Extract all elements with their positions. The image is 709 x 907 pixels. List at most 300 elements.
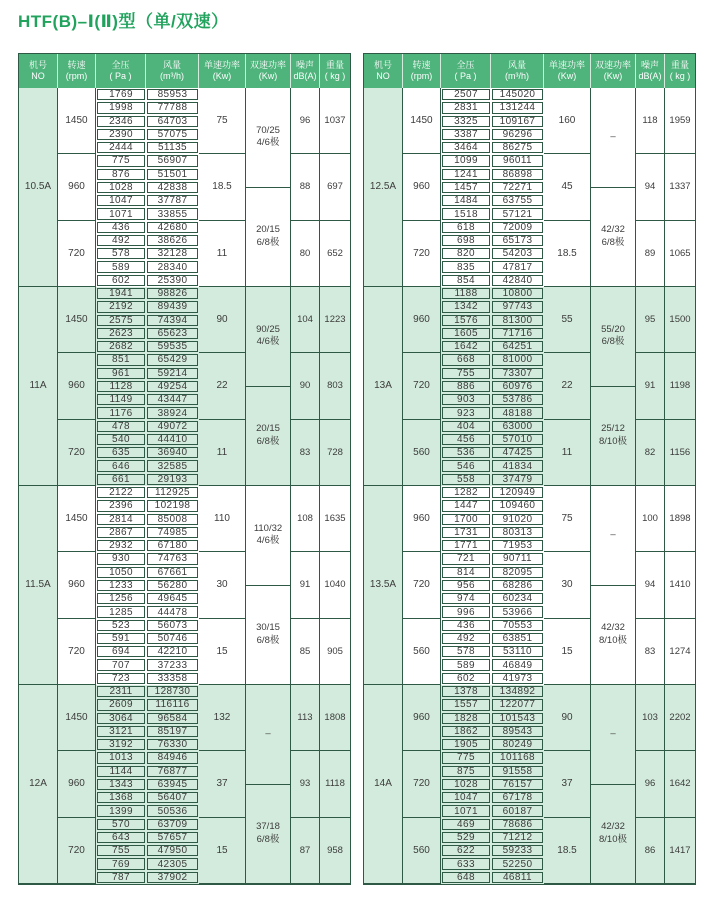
pressure-cell: 436 — [97, 222, 145, 233]
pressure-cell: 1769 — [97, 89, 145, 100]
pressure-cell: 646 — [97, 460, 145, 471]
flow-cell: 50746 — [147, 633, 198, 644]
pressure-cell: 523 — [97, 620, 145, 631]
weight-cell: 803 — [320, 353, 350, 419]
header-cell-weight — [665, 54, 695, 88]
rpm-cell: 1450 — [58, 685, 96, 751]
flow-cell: 85008 — [147, 514, 198, 525]
pressure-cell: 602 — [97, 275, 145, 286]
weight-cell: 1274 — [665, 619, 695, 685]
table-header — [364, 54, 695, 88]
pressure-cell: 536 — [442, 447, 490, 458]
pressure-cell: 478 — [97, 421, 145, 432]
dual-speed-text: – — [610, 131, 616, 143]
rpm-cell: 960 — [58, 552, 96, 618]
flow-cell: 76330 — [147, 739, 198, 750]
pressure-cell: 723 — [97, 673, 145, 684]
header-line1: 风量 — [162, 59, 181, 70]
pressure-cell: 721 — [442, 553, 490, 564]
flow-cell: 71953 — [492, 540, 543, 551]
rpm-cell: 720 — [58, 420, 96, 486]
dual-speed-text: – — [610, 728, 616, 740]
page-title: HTF(B)–Ⅰ(Ⅱ)型（单/双速） — [18, 12, 229, 31]
header-cell-flow — [146, 54, 199, 88]
model-cell: 13.5A — [364, 486, 403, 685]
pressure-cell: 2623 — [97, 328, 145, 339]
dual-speed-top — [591, 685, 635, 785]
pressure-cell: 930 — [97, 553, 145, 564]
flow-cell: 41834 — [492, 460, 543, 471]
flow-cell: 42305 — [147, 858, 198, 869]
pressure-cell: 529 — [442, 832, 490, 843]
pressure-cell: 996 — [442, 606, 490, 617]
pressure-cell: 1368 — [97, 792, 145, 803]
pressure-cell: 1282 — [442, 487, 490, 498]
single-speed-power-cell: 15 — [199, 619, 246, 685]
pressure-cell: 589 — [97, 261, 145, 272]
pressure-cell: 1071 — [97, 208, 145, 219]
noise-cell: 88 — [291, 154, 320, 220]
header-line2: (rpm) — [65, 71, 88, 81]
flow-cell: 64703 — [147, 116, 198, 127]
header-line1: 重量 — [670, 59, 689, 70]
noise-cell: 113 — [291, 685, 320, 751]
flow-cell: 85197 — [147, 726, 198, 737]
header-cell-rpm — [58, 54, 96, 88]
flow-cell: 42840 — [492, 275, 543, 286]
header-line2: ( kg ) — [669, 71, 691, 81]
rpm-cell: 1450 — [58, 88, 96, 154]
dual-speed-text: 6/8极 — [601, 336, 625, 348]
section-12.5A — [364, 88, 695, 287]
flow-cell: 47425 — [492, 447, 543, 458]
dual-speed-text: 6/8极 — [256, 236, 280, 248]
noise-cell: 93 — [291, 751, 320, 817]
pressure-cell: 1233 — [97, 580, 145, 591]
dual-speed-bottom — [591, 785, 635, 884]
pressure-cell: 1342 — [442, 301, 490, 312]
noise-cell: 94 — [636, 154, 665, 220]
flow-cell: 74985 — [147, 527, 198, 538]
dual-speed-text: 4/6极 — [256, 535, 280, 547]
flow-cell: 112925 — [147, 487, 198, 498]
pressure-cell: 2609 — [97, 699, 145, 710]
weight-cell: 1500 — [665, 287, 695, 353]
flow-cell: 64251 — [492, 341, 543, 352]
pressure-cell: 875 — [442, 766, 490, 777]
dual-speed-top — [591, 88, 635, 188]
pressure-cell: 404 — [442, 421, 490, 432]
flow-cell: 65623 — [147, 328, 198, 339]
noise-cell: 85 — [291, 619, 320, 685]
pressure-cell: 2396 — [97, 500, 145, 511]
flow-cell: 53110 — [492, 646, 543, 657]
header-line1: 噪声 — [640, 59, 659, 70]
spec-table-left — [18, 53, 351, 885]
rpm-cell: 960 — [403, 154, 441, 220]
dual-speed-text: 8/10极 — [599, 833, 627, 845]
flow-cell: 42210 — [147, 646, 198, 657]
pressure-cell: 923 — [442, 407, 490, 418]
pressure-cell: 1050 — [97, 567, 145, 578]
noise-cell: 83 — [636, 619, 665, 685]
flow-cell: 109167 — [492, 116, 543, 127]
flow-cell: 86898 — [492, 169, 543, 180]
section-12A — [19, 685, 350, 884]
dual-speed-text: 70/25 — [256, 124, 280, 136]
flow-cell: 67180 — [147, 540, 198, 551]
pressure-cell: 589 — [442, 659, 490, 670]
weight-cell: 1065 — [665, 221, 695, 287]
pressure-cell: 2311 — [97, 686, 145, 697]
single-speed-power-cell: 90 — [199, 287, 246, 353]
dual-speed-power-cell — [246, 287, 291, 486]
weight-cell: 1118 — [320, 751, 350, 817]
pressure-cell: 1700 — [442, 514, 490, 525]
flow-cell: 76877 — [147, 766, 198, 777]
flow-cell: 56407 — [147, 792, 198, 803]
flow-cell: 47817 — [492, 261, 543, 272]
dual-speed-text: 90/25 — [256, 323, 280, 335]
noise-cell: 80 — [291, 221, 320, 287]
pressure-cell: 2122 — [97, 487, 145, 498]
flow-cell: 91020 — [492, 514, 543, 525]
weight-cell: 1898 — [665, 486, 695, 552]
header-line1: 重量 — [325, 59, 344, 70]
pressure-cell: 578 — [97, 248, 145, 259]
pressure-cell: 1241 — [442, 169, 490, 180]
flow-cell: 116116 — [147, 699, 198, 710]
rpm-cell: 560 — [403, 818, 441, 884]
flow-cell: 46811 — [492, 872, 543, 883]
pressure-cell: 540 — [97, 434, 145, 445]
noise-cell: 91 — [291, 552, 320, 618]
dual-speed-text: – — [265, 728, 271, 740]
table-header — [19, 54, 350, 88]
flow-cell: 74394 — [147, 315, 198, 326]
single-speed-power-cell: 18.5 — [199, 154, 246, 220]
pressure-cell: 1013 — [97, 752, 145, 763]
single-speed-power-cell: 30 — [544, 552, 591, 618]
model-cell: 14A — [364, 685, 403, 884]
noise-cell: 96 — [636, 751, 665, 817]
dual-speed-top — [591, 287, 635, 387]
weight-cell: 1337 — [665, 154, 695, 220]
header-line2: ( Pa ) — [109, 71, 132, 81]
spec-table-right — [363, 53, 696, 885]
header-line2: NO — [376, 71, 390, 81]
flow-cell: 33358 — [147, 673, 198, 684]
header-line2: (Kw) — [212, 71, 232, 81]
header-cell-noise — [636, 54, 665, 88]
flow-cell: 101168 — [492, 752, 543, 763]
pressure-cell: 2444 — [97, 142, 145, 153]
header-cell-weight — [320, 54, 350, 88]
pressure-cell: 456 — [442, 434, 490, 445]
weight-cell: 728 — [320, 420, 350, 486]
flow-cell: 96584 — [147, 713, 198, 724]
dual-speed-bottom — [246, 586, 290, 685]
dual-speed-top — [246, 486, 290, 586]
flow-cell: 63851 — [492, 633, 543, 644]
model-cell: 10.5A — [19, 88, 58, 287]
single-speed-power-cell: 15 — [199, 818, 246, 884]
header-line1: 双速功率 — [249, 59, 286, 70]
dual-speed-text: 8/10极 — [599, 634, 627, 646]
pressure-cell: 1285 — [97, 606, 145, 617]
flow-cell: 49645 — [147, 593, 198, 604]
flow-cell: 145020 — [492, 89, 543, 100]
noise-cell: 90 — [291, 353, 320, 419]
flow-cell: 37479 — [492, 474, 543, 485]
pressure-cell: 591 — [97, 633, 145, 644]
flow-cell: 28340 — [147, 261, 198, 272]
dual-speed-top — [246, 685, 290, 785]
pressure-cell: 698 — [442, 235, 490, 246]
noise-cell: 83 — [291, 420, 320, 486]
header-line2: dB(A) — [638, 71, 662, 81]
header-line2: ( kg ) — [324, 71, 346, 81]
flow-cell: 56073 — [147, 620, 198, 631]
pressure-cell: 668 — [442, 354, 490, 365]
pressure-cell: 1731 — [442, 527, 490, 538]
header-line2: NO — [31, 71, 45, 81]
pressure-cell: 1028 — [442, 779, 490, 790]
weight-cell: 1417 — [665, 818, 695, 884]
flow-cell: 48188 — [492, 407, 543, 418]
header-line2: (Kw) — [603, 71, 623, 81]
weight-cell: 1223 — [320, 287, 350, 353]
pressure-cell: 2507 — [442, 89, 490, 100]
header-line2: dB(A) — [293, 71, 317, 81]
dual-speed-power-cell — [591, 287, 636, 486]
weight-cell: 1959 — [665, 88, 695, 154]
header-line1: 全压 — [111, 59, 130, 70]
model-cell: 13A — [364, 287, 403, 486]
flow-cell: 134892 — [492, 686, 543, 697]
flow-cell: 50536 — [147, 805, 198, 816]
dual-speed-text: 6/8极 — [256, 833, 280, 845]
flow-cell: 96296 — [492, 129, 543, 140]
pressure-cell: 546 — [442, 460, 490, 471]
pressure-cell: 903 — [442, 394, 490, 405]
header-line1: 单速功率 — [548, 59, 585, 70]
pressure-cell: 1343 — [97, 779, 145, 790]
header-cell-noise — [291, 54, 320, 88]
rpm-cell: 560 — [403, 420, 441, 486]
header-line1: 机号 — [373, 59, 392, 70]
pressure-cell: 3325 — [442, 116, 490, 127]
pressure-cell: 469 — [442, 819, 490, 830]
flow-cell: 53966 — [492, 606, 543, 617]
flow-cell: 38924 — [147, 407, 198, 418]
pressure-cell: 1862 — [442, 726, 490, 737]
flow-cell: 53786 — [492, 394, 543, 405]
dual-speed-text: 8/10极 — [599, 435, 627, 447]
pressure-cell: 2192 — [97, 301, 145, 312]
dual-speed-text: 6/8极 — [256, 634, 280, 646]
single-speed-power-cell: 22 — [199, 353, 246, 419]
single-speed-power-cell: 75 — [199, 88, 246, 154]
pressure-cell: 648 — [442, 872, 490, 883]
rpm-cell: 720 — [58, 619, 96, 685]
flow-cell: 71212 — [492, 832, 543, 843]
pressure-cell: 1176 — [97, 407, 145, 418]
flow-cell: 76157 — [492, 779, 543, 790]
header-line1: 全压 — [456, 59, 475, 70]
pressure-cell: 1771 — [442, 540, 490, 551]
rpm-cell: 1450 — [58, 287, 96, 353]
single-speed-power-cell: 11 — [199, 420, 246, 486]
weight-cell: 1198 — [665, 353, 695, 419]
dual-speed-text: 30/15 — [256, 622, 280, 634]
single-speed-power-cell: 22 — [544, 353, 591, 419]
header-cell-model — [19, 54, 58, 88]
flow-cell: 51135 — [147, 142, 198, 153]
weight-cell: 1808 — [320, 685, 350, 751]
header-cell-rpm — [403, 54, 441, 88]
rpm-cell: 1450 — [58, 486, 96, 552]
flow-cell: 67661 — [147, 567, 198, 578]
header-line1: 机号 — [28, 59, 47, 70]
rpm-cell: 720 — [403, 353, 441, 419]
header-cell-power-single — [199, 54, 246, 88]
pressure-cell: 1399 — [97, 805, 145, 816]
flow-cell: 37233 — [147, 659, 198, 670]
header-cell-model — [364, 54, 403, 88]
flow-cell: 57075 — [147, 129, 198, 140]
weight-cell: 1037 — [320, 88, 350, 154]
flow-cell: 80249 — [492, 739, 543, 750]
pressure-cell: 2867 — [97, 527, 145, 538]
flow-cell: 80313 — [492, 527, 543, 538]
flow-cell: 29193 — [147, 474, 198, 485]
dual-speed-bottom — [246, 387, 290, 486]
dual-speed-text: 25/12 — [601, 423, 625, 435]
single-speed-power-cell: 15 — [544, 619, 591, 685]
pressure-cell: 835 — [442, 261, 490, 272]
section-14A — [364, 685, 695, 884]
single-speed-power-cell: 30 — [199, 552, 246, 618]
flow-cell: 68286 — [492, 580, 543, 591]
single-speed-power-cell: 45 — [544, 154, 591, 220]
flow-cell: 25390 — [147, 275, 198, 286]
weight-cell: 1635 — [320, 486, 350, 552]
dual-speed-power-cell — [591, 486, 636, 685]
pressure-cell: 1605 — [442, 328, 490, 339]
dual-speed-bottom — [246, 188, 290, 287]
flow-cell: 63755 — [492, 195, 543, 206]
pressure-cell: 2346 — [97, 116, 145, 127]
header-line1: 风量 — [507, 59, 526, 70]
flow-cell: 49254 — [147, 381, 198, 392]
flow-cell: 51501 — [147, 169, 198, 180]
dual-speed-top — [246, 88, 290, 188]
pressure-cell: 1941 — [97, 288, 145, 299]
dual-speed-bottom — [246, 785, 290, 884]
dual-speed-power-cell — [246, 88, 291, 287]
single-speed-power-cell: 110 — [199, 486, 246, 552]
flow-cell: 89543 — [492, 726, 543, 737]
pressure-cell: 1099 — [442, 155, 490, 166]
noise-cell: 108 — [291, 486, 320, 552]
noise-cell: 91 — [636, 353, 665, 419]
flow-cell: 32585 — [147, 460, 198, 471]
pressure-cell: 2831 — [442, 102, 490, 113]
header-cell-power-single — [544, 54, 591, 88]
flow-cell: 65429 — [147, 354, 198, 365]
flow-cell: 52250 — [492, 858, 543, 869]
header-line2: (rpm) — [410, 71, 433, 81]
flow-cell: 43447 — [147, 394, 198, 405]
flow-cell: 57657 — [147, 832, 198, 843]
dual-speed-text: 6/8极 — [256, 435, 280, 447]
flow-cell: 85953 — [147, 89, 198, 100]
header-line1: 转速 — [67, 59, 86, 70]
pressure-cell: 3464 — [442, 142, 490, 153]
flow-cell: 101543 — [492, 713, 543, 724]
rpm-cell: 720 — [58, 818, 96, 884]
flow-cell: 10800 — [492, 288, 543, 299]
rpm-cell: 960 — [58, 353, 96, 419]
pressure-cell: 492 — [97, 235, 145, 246]
dual-speed-text: 42/32 — [601, 622, 625, 634]
flow-cell: 44410 — [147, 434, 198, 445]
flow-cell: 42680 — [147, 222, 198, 233]
pressure-cell: 1128 — [97, 381, 145, 392]
single-speed-power-cell: 18.5 — [544, 818, 591, 884]
pressure-cell: 961 — [97, 368, 145, 379]
rpm-cell: 960 — [403, 685, 441, 751]
pressure-cell: 3192 — [97, 739, 145, 750]
noise-cell: 94 — [636, 552, 665, 618]
section-13.5A — [364, 486, 695, 685]
header-cell-power-dual — [591, 54, 636, 88]
noise-cell: 118 — [636, 88, 665, 154]
dual-speed-bottom — [591, 586, 635, 685]
header-line1: 单速功率 — [203, 59, 240, 70]
section-11.5A — [19, 486, 350, 685]
flow-cell: 98826 — [147, 288, 198, 299]
weight-cell: 2202 — [665, 685, 695, 751]
noise-cell: 100 — [636, 486, 665, 552]
flow-cell: 96011 — [492, 155, 543, 166]
pressure-cell: 3121 — [97, 726, 145, 737]
flow-cell: 37787 — [147, 195, 198, 206]
pressure-cell: 1484 — [442, 195, 490, 206]
flow-cell: 86275 — [492, 142, 543, 153]
dual-speed-top — [246, 287, 290, 387]
single-speed-power-cell: 75 — [544, 486, 591, 552]
noise-cell: 103 — [636, 685, 665, 751]
pressure-cell: 694 — [97, 646, 145, 657]
pressure-cell: 775 — [442, 752, 490, 763]
pressure-cell: 633 — [442, 858, 490, 869]
header-cell-flow — [491, 54, 544, 88]
flow-cell: 78686 — [492, 819, 543, 830]
flow-cell: 44478 — [147, 606, 198, 617]
dual-speed-text: 55/20 — [601, 323, 625, 335]
noise-cell: 89 — [636, 221, 665, 287]
pressure-cell: 1642 — [442, 341, 490, 352]
pressure-cell: 570 — [97, 819, 145, 830]
pressure-cell: 755 — [442, 368, 490, 379]
flow-cell: 102198 — [147, 500, 198, 511]
flow-cell: 131244 — [492, 102, 543, 113]
flow-cell: 59233 — [492, 845, 543, 856]
pressure-cell: 436 — [442, 620, 490, 631]
section-11A — [19, 287, 350, 486]
